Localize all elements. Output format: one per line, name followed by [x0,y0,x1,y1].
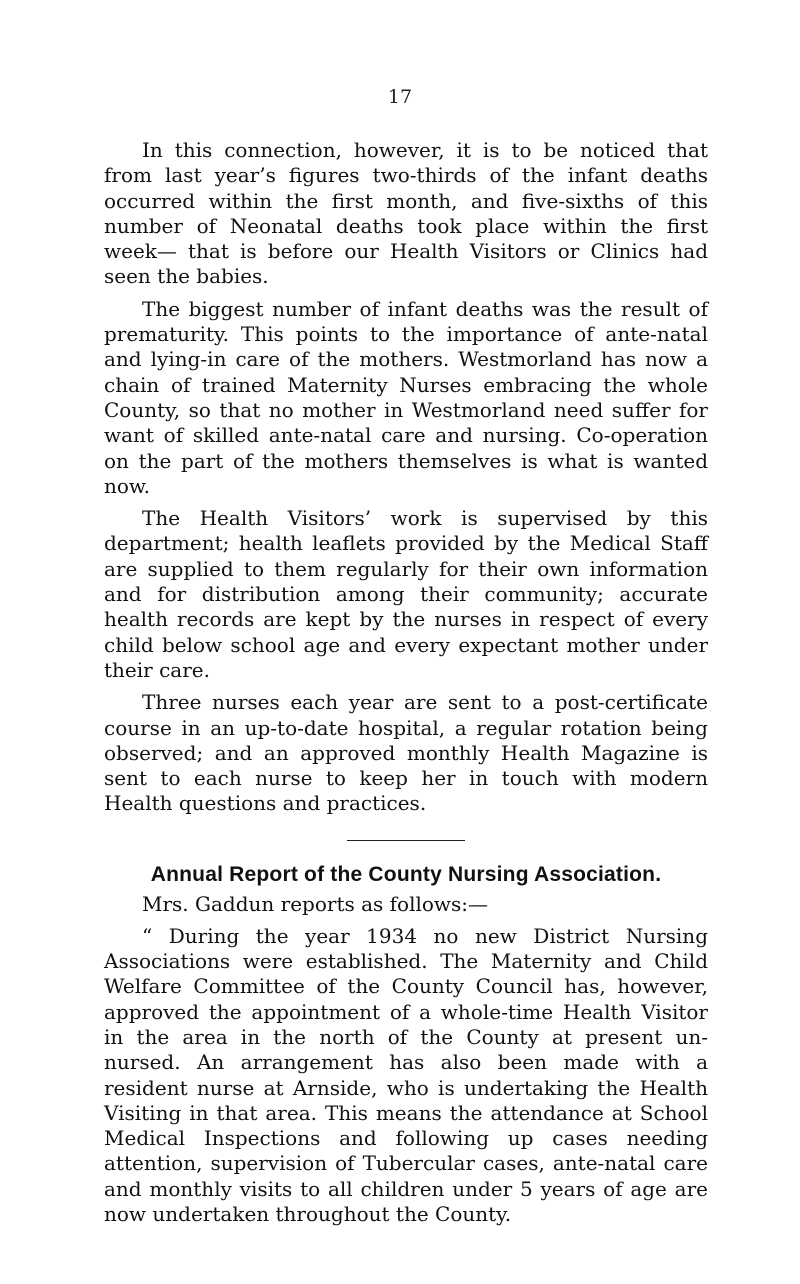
paragraph-health-visitors-work: The Health Visitors’ work is supervised by this department; health leaflets provided by the Medical Staff are supplied to them regularly for their own information and for distribution among their community; accurate health records are kept by the nurses in respect of every child below school age and every expectant mother under their care. [104,506,708,682]
document-body [104,138,708,1227]
paragraph-post-certificate-course: Three nurses each year are sent to a post-certificate course in an up-to-date hospital, a regular rotation being observed; and an approved monthly Health Magazine is sent to each nurse to keep her in touch with modern Health questions and practices. [104,690,708,816]
section-heading: Annual Report of the County Nursing Association. [150,863,662,887]
paragraph-prematurity: The biggest number of infant deaths was the result of prematurity. This points to the importance of ante-natal and lying-in care of the mothers. Westmorland has now a chain of trained Maternity Nurses embracing the whole County, so that no mother in Westmorland need suffer for want of skilled ante-natal care and nursing. Co-operation on the part of the mothers themselves is what is wanted now. [104,296,708,498]
section-intro: Mrs. Gaddun reports as follows:— [142,891,489,916]
page-number: 17 [387,86,413,108]
section-divider [347,840,465,842]
paragraph-infant-deaths-timing: In this connection, however, it is to be noticed that from last year’s figures two-thirds of the infant deaths occurred within the first month, and five-sixths of this number of Neonatal deaths took place within the first week— that is before our Health Visitors or Clinics had seen the babies. [104,138,708,289]
section-quote: “ During the year 1934 no new District Nursing Associations were established. The Maternity and Child Welfare Committee of the County Council has, however, approved the appointment of a whole-time Health Visitor in the area in the north of the County at present un-nursed. An arrangement has also been made with a resident nurse at Arnside, who is undertaking the Health Visiting in that area. This means the attendance at School Medical Inspections and following up cases needing attention, supervision of Tubercular cases, ante-natal care and monthly visits to all children under 5 years of age are now undertaken throughout the County. [104,923,708,1227]
